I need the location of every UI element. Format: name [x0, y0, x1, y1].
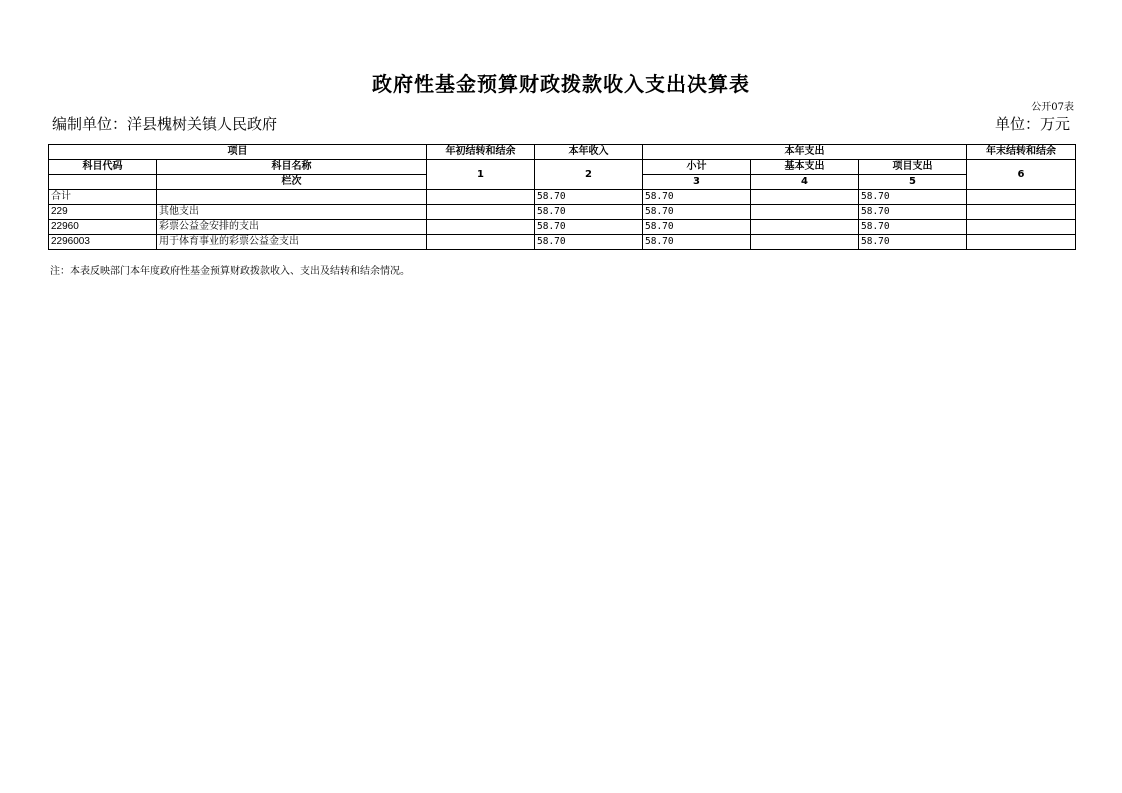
budget-table: [48, 144, 1076, 250]
cell-begin: [427, 235, 535, 250]
cell-code: 229: [49, 205, 157, 220]
table-row: [49, 190, 1076, 205]
cell-subtotal: 58.70: [643, 205, 751, 220]
cell-code: 合计: [49, 190, 157, 205]
organization-label: 编制单位：洋县槐树关镇人民政府: [52, 115, 278, 133]
cell-subtotal: 58.70: [643, 235, 751, 250]
header-income: 本年收入: [535, 145, 643, 160]
cell-basic: [751, 235, 859, 250]
header-expense: 本年支出: [643, 145, 967, 160]
cell-basic: [751, 190, 859, 205]
header-code: 科目代码: [49, 160, 157, 175]
header-col6: 6: [967, 160, 1076, 190]
cell-project: 58.70: [859, 190, 967, 205]
cell-basic: [751, 205, 859, 220]
cell-income: 58.70: [535, 220, 643, 235]
footnote: 注：本表反映部门本年度政府性基金预算财政拨款收入、支出及结转和结余情况。: [50, 266, 410, 277]
unit-label: 单位：万元: [994, 115, 1070, 133]
cell-end: [967, 205, 1076, 220]
header-begin-balance: 年初结转和结余: [427, 145, 535, 160]
cell-project: 58.70: [859, 220, 967, 235]
header-subtotal: 小计: [643, 160, 751, 175]
cell-code: 2296003: [49, 235, 157, 250]
header-row-1: [49, 145, 1076, 160]
header-project: 项目: [49, 145, 427, 160]
header-col3: 3: [643, 175, 751, 190]
cell-name: 彩票公益金安排的支出: [157, 220, 427, 235]
cell-project: 58.70: [859, 205, 967, 220]
cell-name: [157, 190, 427, 205]
page-title: 政府性基金预算财政拨款收入支出决算表: [372, 72, 750, 96]
table-row: [49, 220, 1076, 235]
header-col5: 5: [859, 175, 967, 190]
cell-basic: [751, 220, 859, 235]
header-col4: 4: [751, 175, 859, 190]
cell-subtotal: 58.70: [643, 220, 751, 235]
cell-project: 58.70: [859, 235, 967, 250]
header-name: 科目名称: [157, 160, 427, 175]
cell-begin: [427, 190, 535, 205]
cell-begin: [427, 220, 535, 235]
table-row: [49, 235, 1076, 250]
header-row-label: 栏次: [157, 175, 427, 190]
cell-income: 58.70: [535, 235, 643, 250]
header-col1: 1: [427, 160, 535, 190]
cell-code: 22960: [49, 220, 157, 235]
cell-end: [967, 220, 1076, 235]
header-project-expense: 项目支出: [859, 160, 967, 175]
cell-end: [967, 190, 1076, 205]
header-col2: 2: [535, 160, 643, 190]
header-row-2: [49, 160, 1076, 175]
cell-name: 用于体育事业的彩票公益金支出: [157, 235, 427, 250]
cell-income: 58.70: [535, 205, 643, 220]
cell-income: 58.70: [535, 190, 643, 205]
cell-subtotal: 58.70: [643, 190, 751, 205]
header-basic: 基本支出: [751, 160, 859, 175]
table-row: [49, 205, 1076, 220]
cell-end: [967, 235, 1076, 250]
cell-begin: [427, 205, 535, 220]
header-blank: [49, 175, 157, 190]
header-end-balance: 年末结转和结余: [967, 145, 1076, 160]
cell-name: 其他支出: [157, 205, 427, 220]
form-code: 公开07表: [1031, 102, 1074, 113]
